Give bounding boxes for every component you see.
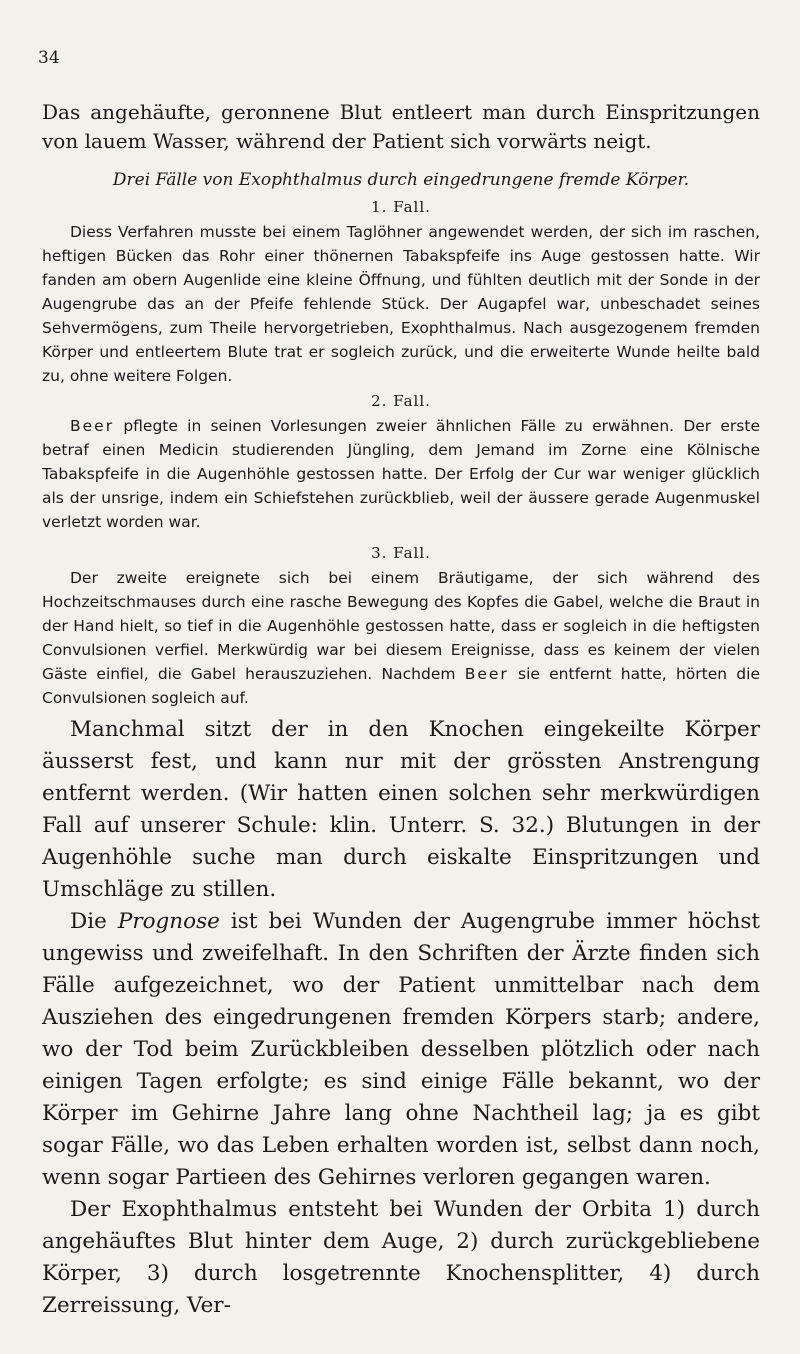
prognose-text: ist bei Wunden der Augengrube immer höchst ungewiss und zweifelhaft. In den Schriften der Ärzte finden sich Fälle aufgezeichnet, wo der Patient unmittelbar nach dem Ausziehen des eingedrungenen fremden Körpers starb; andere, wo der Tod beim Zurückbleiben desselben plötzlich oder nach einigen Tagen erfolgte; es sind einige Fälle bekannt, wo der Körper im Gehirne Jahre lang ohne Nachtheil lag; ja es gibt sogar Fälle, wo das Leben erhalten worden ist, selbst dann noch, wenn sogar Partieen des Gehirnes verloren gegangen waren. — [42, 909, 761, 1190]
case3-text-before: Der zweite ereignete sich bei einem Bräutigame, der sich während des Hochzeitschmauses durch eine rasche Bewegung des Kopfes die Gabel, welche die Braut in der Hand hielt, so tief in die Augenhöhle gestossen hatte, dass er sogleich in die heftigsten Convulsionen verfiel. Merkwürdig war bei diesem Ereignisse, dass es keinem der vielen Gäste einfiel, die Gabel herauszuziehen. Nachdem — [42, 569, 760, 683]
prognose-term: Prognose — [117, 909, 220, 934]
author-name: Beer — [70, 417, 115, 435]
section-heading: Drei Fälle von Exophthalmus durch eingedrungene fremde Körper. — [112, 170, 690, 190]
case3-text-after: sie entfernt hatte, hörten die Convulsionen sogleich auf. — [42, 665, 760, 707]
manchmal-paragraph: Manchmal sitzt der in den Knochen eingekeilte Körper äusserst fest, und kann nur mit der grössten Anstrengung entfernt werden. (Wir hatten einen solchen sehr merkwürdigen Fall auf unserer Schule: klin. Unterr. S. 32.) Blutungen in der Augenhöhle suche man durch eiskalte Einspritzungen und Umschläge zu stillen. — [42, 717, 760, 902]
case1-paragraph: Diess Verfahren musste bei einem Taglöhner angewendet werden, der sich im raschen, heftigen Bücken das Rohr einer thönernen Tabakspfeife ins Auge gestossen hatte. Wir fanden am obern Augenlide eine kleine Öffnung, und fühlten deutlich mit der Sonde in der Augengrube das an der Pfeife fehlende Stück. Der Augapfel war, unbeschadet seines Sehvermögens, zum Theile hervorgetrieben, Exophthalmus. Nach ausgezogenem fremden Körper und entleertem Blute trat er sogleich zurück, und die erweiterte Wunde heilte bald zu, ohne weitere Folgen. — [42, 223, 760, 385]
prognose-lead: Die — [70, 909, 118, 934]
case3-paragraph — [42, 566, 760, 710]
case2-text: pflegte in seinen Vorlesungen zweier ähnlichen Fälle zu erwähnen. Der erste betraf einen Medicin studierenden Jüngling, dem Jemand im Zorne eine Kölnische Tabakspfeife in die Augenhöhle gestossen hatte. Der Erfolg der Cur war weniger glücklich als der unsrige, indem ein Schiefstehen zurückblieb, weil der äussere gerade Augenmuskel verletzt worden war. — [42, 417, 760, 531]
intro-paragraph: Das angehäufte, geronnene Blut entleert man durch Einspritzungen von lauem Wasser, während der Patient sich vorwärts neigt. — [42, 100, 760, 153]
case3-title: 3. Fall. — [371, 544, 431, 562]
exophthalmus-paragraph: Der Exophthalmus entsteht bei Wunden der Orbita 1) durch angehäuftes Blut hinter dem Auge, 2) durch zurückgebliebene Körper, 3) durch losgetrennte Knochensplitter, 4) durch Zerreissung, Ver- — [42, 1197, 760, 1318]
prognose-paragraph — [42, 906, 760, 1194]
case2-title: 2. Fall. — [371, 392, 431, 410]
case1-title: 1. Fall. — [371, 198, 431, 216]
page-number: 34 — [38, 48, 60, 68]
case2-paragraph — [42, 414, 760, 534]
author-name: Beer — [464, 665, 509, 683]
